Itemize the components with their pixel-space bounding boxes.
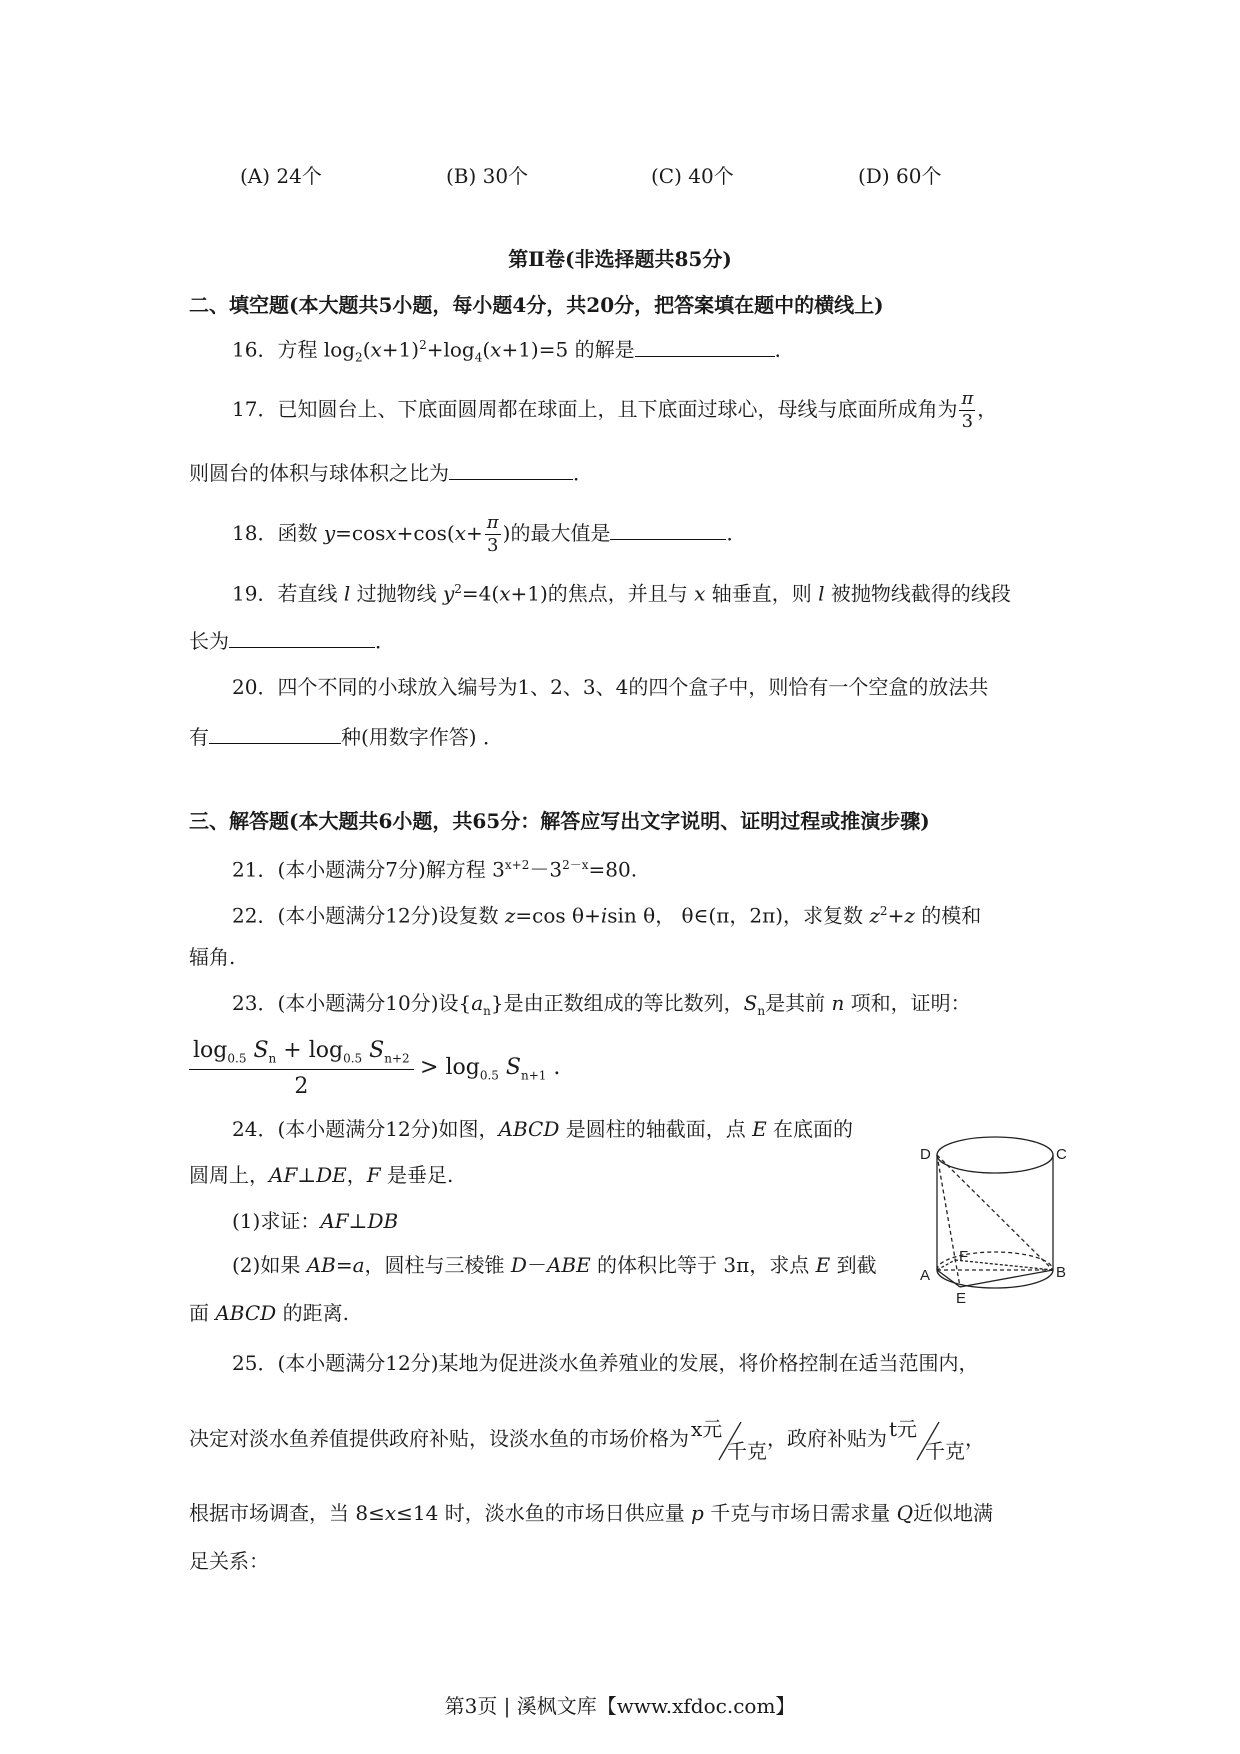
inequality-23: $\frac{\log_{0.5} S_n + \log_{0.5} S_{n+2}}{2}$ > $\log_{0.5} S_{n+1}$ . <box>189 1038 560 1099</box>
label-d: D <box>920 1146 931 1163</box>
question-25-line4: 足关系： <box>189 1549 269 1573</box>
label-f: F <box>959 1248 969 1265</box>
answer-blank-17[interactable] <box>449 461 573 480</box>
question-24-part1: (1)求证：AF⊥DB <box>232 1209 399 1233</box>
question-25-line2: 决定对淡水鱼养值提供政府补贴，设淡水鱼的市场价格为 x元 千克 ，政府补贴为 t元 千克 ， <box>189 1417 985 1463</box>
question-22-line2: 辐角. <box>189 945 236 969</box>
cylinder-figure <box>920 1125 1070 1305</box>
option-a: (A) 24个 <box>240 164 322 188</box>
unit-yuan-per-kg: x元 千克 <box>691 1417 767 1463</box>
segment-ae <box>937 1270 960 1287</box>
answer-blank-20[interactable] <box>209 725 341 744</box>
question-19: 19．若直线 l 过抛物线 $y^2=4(x+1)$的焦点，并且与 x 轴垂直，则 l 被抛物线截得的线段 <box>232 581 1011 606</box>
question-24-line5: 面 ABCD 的距离. <box>189 1301 349 1325</box>
unit-subsidy-per-kg: t元 千克 <box>889 1417 965 1463</box>
question-22: 22．(本小题满分12分)设复数 z=cos θ+isin θ， θ∈(π，2π)，求复数 $z^2+z$ 的模和 <box>232 903 982 928</box>
option-d: (D) 60个 <box>858 164 942 188</box>
question-20: 20．四个不同的小球放入编号为1、2、3、4的四个盒子中，则恰有一个空盒的放法共 <box>232 675 989 699</box>
fraction-pi-over-3: $\frac{\pi}{3}$ <box>961 388 974 432</box>
fraction-pi-over-3: $\frac{\pi}{3}$ <box>486 512 499 556</box>
question-20-line2: 有 种(用数字作答) ． <box>189 725 503 749</box>
question-24-part2: (2)如果 AB=a，圆柱与三棱锥 D－ABE 的体积比等于 3π，求点 E 到截 <box>232 1253 877 1277</box>
question-25: 25．(本小题满分12分)某地为促进淡水鱼养殖业的发展，将价格控制在适当范围内， <box>232 1351 979 1375</box>
label-a: A <box>920 1267 931 1284</box>
segment-af <box>937 1260 955 1270</box>
label-e: E <box>956 1290 967 1305</box>
question-16: 16．方程 $\log_2(x+1)^2+\log_4(x+1)=5$ 的解是 ． <box>232 337 795 365</box>
question-25-line3: 根据市场调查，当 8≤x≤14 时，淡水鱼的市场日供应量 p 千克与市场日需求量 Q近似地满 <box>189 1501 993 1525</box>
option-b: (B) 30个 <box>446 164 529 188</box>
question-17-line2: 则圆台的体积与球体积之比为 ． <box>189 461 593 485</box>
question-18: 18．函数 y=cosx+cos(x+ $\frac{\pi}{3}$ )的最大值是 ． <box>232 512 747 556</box>
option-c: (C) 40个 <box>651 164 734 188</box>
top-ellipse <box>937 1137 1053 1173</box>
answer-blank-19[interactable] <box>229 629 375 648</box>
part2-title: 第Ⅱ卷(非选择题共85分) <box>508 247 732 271</box>
question-24-line2: 圆周上，AF⊥DE，F 是垂足. <box>189 1163 454 1187</box>
fill-in-header: 二、填空题(本大题共5小题，每小题4分，共20分，把答案填在题中的横线上) <box>189 293 884 317</box>
label-b: B <box>1056 1264 1067 1281</box>
inequality-fraction: $\frac{\log_{0.5} S_n + \log_{0.5} S_{n+2}}{2}$ <box>189 1038 414 1099</box>
segment-fb <box>955 1260 1053 1270</box>
solution-header: 三、解答题(本大题共6小题，共65分：解答应写出文字说明、证明过程或推演步骤) <box>189 809 930 833</box>
question-17: 17．已知圆台上、下底面圆周都在球面上，且下底面过球心，母线与底面所成角为 $\frac{\pi}{3}$ ， <box>232 388 998 432</box>
question-23: 23．(本小题满分10分)设$\{a_n\}$是由正数组成的等比数列，$S_n$是其前 n 项和，证明： <box>232 991 971 1018</box>
answer-blank-18[interactable] <box>610 521 726 540</box>
page-footer: 第3页 | 溪枫文库【www.xfdoc.com】 <box>444 1694 796 1718</box>
question-24: 24．(本小题满分12分)如图，ABCD 是圆柱的轴截面，点 E 在底面的 <box>232 1117 854 1141</box>
segment-de <box>937 1155 960 1287</box>
segment-eb <box>960 1270 1053 1287</box>
question-21: 21．(本小题满分7分)解方程 $3^{x+2}-3^{2-x}=80$. <box>232 857 638 882</box>
label-c: C <box>1056 1146 1067 1163</box>
answer-blank-16[interactable] <box>635 338 775 357</box>
question-19-line2: 长为 ． <box>189 629 395 653</box>
